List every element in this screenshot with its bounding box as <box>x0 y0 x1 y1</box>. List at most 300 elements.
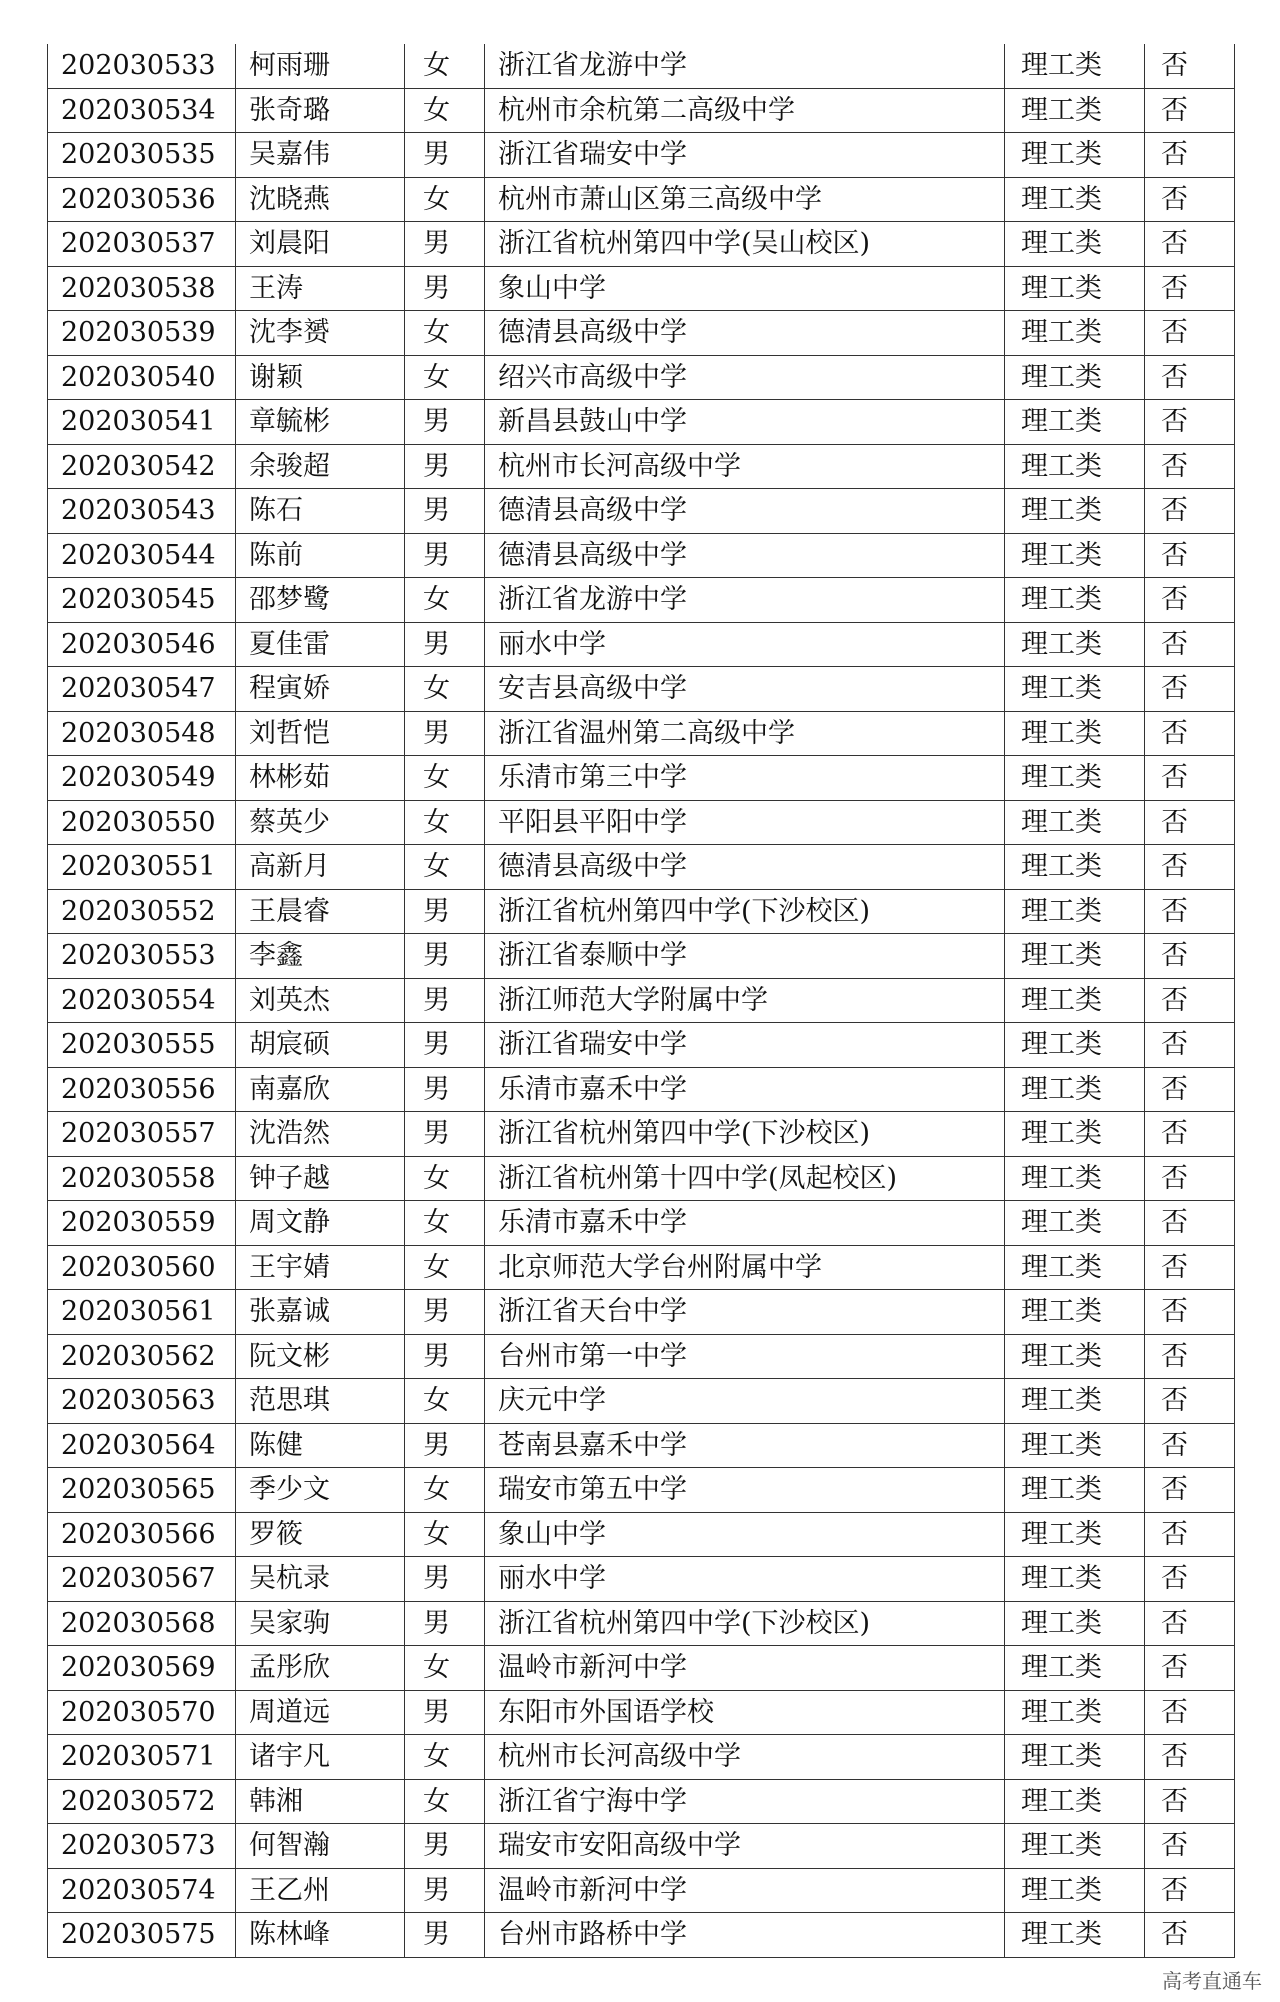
table-row <box>48 1201 1235 1246</box>
school-cell: 浙江省龙游中学 <box>485 44 1005 88</box>
flag-cell: 否 <box>1145 1468 1235 1513</box>
table-row <box>48 1023 1235 1068</box>
candidate-id-cell: 202030551 <box>48 845 236 890</box>
flag-cell: 否 <box>1145 578 1235 623</box>
flag-cell: 否 <box>1145 1868 1235 1913</box>
candidate-name-cell: 沈晓燕 <box>236 177 405 222</box>
table-row <box>48 88 1235 133</box>
table-row <box>48 489 1235 534</box>
candidate-id-cell: 202030533 <box>48 44 236 88</box>
candidate-name-cell: 何智瀚 <box>236 1824 405 1869</box>
candidate-name-cell: 季少文 <box>236 1468 405 1513</box>
candidate-id-cell: 202030557 <box>48 1112 236 1157</box>
candidate-id-cell: 202030538 <box>48 266 236 311</box>
track-cell: 理工类 <box>1005 355 1145 400</box>
flag-cell: 否 <box>1145 1290 1235 1335</box>
flag-cell: 否 <box>1145 756 1235 801</box>
candidate-name-cell: 蔡英少 <box>236 800 405 845</box>
table-row <box>48 533 1235 578</box>
candidate-name-cell: 罗筱 <box>236 1512 405 1557</box>
flag-cell: 否 <box>1145 622 1235 667</box>
track-cell: 理工类 <box>1005 1290 1145 1335</box>
school-cell: 乐清市第三中学 <box>485 756 1005 801</box>
gender-cell: 女 <box>405 578 485 623</box>
track-cell: 理工类 <box>1005 1735 1145 1780</box>
school-cell: 苍南县嘉禾中学 <box>485 1423 1005 1468</box>
gender-cell: 女 <box>405 1201 485 1246</box>
gender-cell: 男 <box>405 622 485 667</box>
flag-cell: 否 <box>1145 311 1235 356</box>
candidate-name-cell: 孟彤欣 <box>236 1646 405 1691</box>
track-cell: 理工类 <box>1005 1245 1145 1290</box>
table-row <box>48 133 1235 178</box>
flag-cell: 否 <box>1145 1779 1235 1824</box>
candidate-name-cell: 韩湘 <box>236 1779 405 1824</box>
school-cell: 浙江省温州第二高级中学 <box>485 711 1005 756</box>
track-cell: 理工类 <box>1005 1557 1145 1602</box>
candidate-id-cell: 202030564 <box>48 1423 236 1468</box>
track-cell: 理工类 <box>1005 1779 1145 1824</box>
track-cell: 理工类 <box>1005 845 1145 890</box>
candidate-name-cell: 诸宇凡 <box>236 1735 405 1780</box>
school-cell: 安吉县高级中学 <box>485 667 1005 712</box>
school-cell: 德清县高级中学 <box>485 311 1005 356</box>
table-row <box>48 1601 1235 1646</box>
track-cell: 理工类 <box>1005 44 1145 88</box>
gender-cell: 女 <box>405 88 485 133</box>
candidate-id-cell: 202030560 <box>48 1245 236 1290</box>
flag-cell: 否 <box>1145 1112 1235 1157</box>
gender-cell: 男 <box>405 533 485 578</box>
table-row <box>48 1646 1235 1691</box>
gender-cell: 男 <box>405 1023 485 1068</box>
flag-cell: 否 <box>1145 400 1235 445</box>
flag-cell: 否 <box>1145 934 1235 979</box>
flag-cell: 否 <box>1145 533 1235 578</box>
table-row <box>48 1290 1235 1335</box>
flag-cell: 否 <box>1145 1245 1235 1290</box>
school-cell: 杭州市萧山区第三高级中学 <box>485 177 1005 222</box>
track-cell: 理工类 <box>1005 667 1145 712</box>
candidate-id-cell: 202030569 <box>48 1646 236 1691</box>
table-row <box>48 1824 1235 1869</box>
school-cell: 浙江省宁海中学 <box>485 1779 1005 1824</box>
candidate-name-cell: 刘哲恺 <box>236 711 405 756</box>
table-row <box>48 444 1235 489</box>
track-cell: 理工类 <box>1005 889 1145 934</box>
flag-cell: 否 <box>1145 1067 1235 1112</box>
school-cell: 杭州市余杭第二高级中学 <box>485 88 1005 133</box>
table-row <box>48 1067 1235 1112</box>
gender-cell: 女 <box>405 1468 485 1513</box>
track-cell: 理工类 <box>1005 1156 1145 1201</box>
table-row <box>48 177 1235 222</box>
track-cell: 理工类 <box>1005 533 1145 578</box>
candidate-id-cell: 202030550 <box>48 800 236 845</box>
gender-cell: 男 <box>405 1112 485 1157</box>
table-row <box>48 1557 1235 1602</box>
roster-table <box>47 44 1235 1958</box>
table-row <box>48 889 1235 934</box>
flag-cell: 否 <box>1145 1512 1235 1557</box>
table-row <box>48 1156 1235 1201</box>
gender-cell: 男 <box>405 934 485 979</box>
table-row <box>48 1913 1235 1958</box>
gender-cell: 男 <box>405 222 485 267</box>
school-cell: 新昌县鼓山中学 <box>485 400 1005 445</box>
table-row <box>48 578 1235 623</box>
school-cell: 浙江省杭州第四中学(吴山校区) <box>485 222 1005 267</box>
candidate-name-cell: 章毓彬 <box>236 400 405 445</box>
track-cell: 理工类 <box>1005 1468 1145 1513</box>
track-cell: 理工类 <box>1005 622 1145 667</box>
gender-cell: 男 <box>405 978 485 1023</box>
flag-cell: 否 <box>1145 711 1235 756</box>
candidate-id-cell: 202030574 <box>48 1868 236 1913</box>
gender-cell: 女 <box>405 800 485 845</box>
flag-cell: 否 <box>1145 1201 1235 1246</box>
candidate-id-cell: 202030567 <box>48 1557 236 1602</box>
table-row <box>48 711 1235 756</box>
table-row <box>48 800 1235 845</box>
flag-cell: 否 <box>1145 1023 1235 1068</box>
gender-cell: 男 <box>405 133 485 178</box>
candidate-id-cell: 202030563 <box>48 1379 236 1424</box>
gender-cell: 女 <box>405 1779 485 1824</box>
candidate-id-cell: 202030565 <box>48 1468 236 1513</box>
gender-cell: 男 <box>405 1601 485 1646</box>
flag-cell: 否 <box>1145 133 1235 178</box>
school-cell: 浙江省杭州第四中学(下沙校区) <box>485 1112 1005 1157</box>
flag-cell: 否 <box>1145 889 1235 934</box>
candidate-id-cell: 202030553 <box>48 934 236 979</box>
gender-cell: 男 <box>405 400 485 445</box>
candidate-name-cell: 王晨睿 <box>236 889 405 934</box>
table-row <box>48 1468 1235 1513</box>
candidate-id-cell: 202030575 <box>48 1913 236 1958</box>
candidate-id-cell: 202030558 <box>48 1156 236 1201</box>
flag-cell: 否 <box>1145 845 1235 890</box>
candidate-id-cell: 202030571 <box>48 1735 236 1780</box>
candidate-id-cell: 202030566 <box>48 1512 236 1557</box>
school-cell: 台州市路桥中学 <box>485 1913 1005 1958</box>
candidate-name-cell: 刘英杰 <box>236 978 405 1023</box>
gender-cell: 男 <box>405 1868 485 1913</box>
candidate-name-cell: 南嘉欣 <box>236 1067 405 1112</box>
school-cell: 象山中学 <box>485 266 1005 311</box>
candidate-name-cell: 陈前 <box>236 533 405 578</box>
school-cell: 庆元中学 <box>485 1379 1005 1424</box>
candidate-name-cell: 沈浩然 <box>236 1112 405 1157</box>
track-cell: 理工类 <box>1005 978 1145 1023</box>
flag-cell: 否 <box>1145 1913 1235 1958</box>
candidate-name-cell: 林彬茹 <box>236 756 405 801</box>
school-cell: 温岭市新河中学 <box>485 1868 1005 1913</box>
gender-cell: 女 <box>405 44 485 88</box>
school-cell: 杭州市长河高级中学 <box>485 1735 1005 1780</box>
flag-cell: 否 <box>1145 800 1235 845</box>
gender-cell: 男 <box>405 489 485 534</box>
table-row <box>48 934 1235 979</box>
candidate-id-cell: 202030552 <box>48 889 236 934</box>
gender-cell: 男 <box>405 266 485 311</box>
candidate-id-cell: 202030559 <box>48 1201 236 1246</box>
candidate-name-cell: 王乙州 <box>236 1868 405 1913</box>
candidate-id-cell: 202030544 <box>48 533 236 578</box>
candidate-id-cell: 202030540 <box>48 355 236 400</box>
candidate-name-cell: 谢颖 <box>236 355 405 400</box>
candidate-name-cell: 李鑫 <box>236 934 405 979</box>
flag-cell: 否 <box>1145 177 1235 222</box>
school-cell: 浙江省杭州第四中学(下沙校区) <box>485 889 1005 934</box>
school-cell: 丽水中学 <box>485 1557 1005 1602</box>
flag-cell: 否 <box>1145 88 1235 133</box>
school-cell: 德清县高级中学 <box>485 533 1005 578</box>
candidate-name-cell: 王宇婧 <box>236 1245 405 1290</box>
school-cell: 东阳市外国语学校 <box>485 1690 1005 1735</box>
candidate-id-cell: 202030536 <box>48 177 236 222</box>
candidate-name-cell: 刘晨阳 <box>236 222 405 267</box>
candidate-id-cell: 202030555 <box>48 1023 236 1068</box>
gender-cell: 女 <box>405 756 485 801</box>
candidate-name-cell: 钟子越 <box>236 1156 405 1201</box>
candidate-id-cell: 202030542 <box>48 444 236 489</box>
candidate-id-cell: 202030535 <box>48 133 236 178</box>
table-row <box>48 622 1235 667</box>
track-cell: 理工类 <box>1005 266 1145 311</box>
track-cell: 理工类 <box>1005 311 1145 356</box>
gender-cell: 男 <box>405 1690 485 1735</box>
gender-cell: 男 <box>405 444 485 489</box>
school-cell: 绍兴市高级中学 <box>485 355 1005 400</box>
candidate-id-cell: 202030554 <box>48 978 236 1023</box>
gender-cell: 男 <box>405 1557 485 1602</box>
track-cell: 理工类 <box>1005 1023 1145 1068</box>
candidate-id-cell: 202030539 <box>48 311 236 356</box>
table-row <box>48 756 1235 801</box>
candidate-id-cell: 202030573 <box>48 1824 236 1869</box>
gender-cell: 男 <box>405 711 485 756</box>
candidate-name-cell: 王涛 <box>236 266 405 311</box>
school-cell: 浙江省瑞安中学 <box>485 1023 1005 1068</box>
table-row <box>48 1868 1235 1913</box>
school-cell: 北京师范大学台州附属中学 <box>485 1245 1005 1290</box>
track-cell: 理工类 <box>1005 444 1145 489</box>
track-cell: 理工类 <box>1005 756 1145 801</box>
candidate-id-cell: 202030545 <box>48 578 236 623</box>
flag-cell: 否 <box>1145 1156 1235 1201</box>
flag-cell: 否 <box>1145 1334 1235 1379</box>
candidate-name-cell: 胡宸硕 <box>236 1023 405 1068</box>
track-cell: 理工类 <box>1005 133 1145 178</box>
gender-cell: 男 <box>405 1423 485 1468</box>
table-row <box>48 1423 1235 1468</box>
track-cell: 理工类 <box>1005 800 1145 845</box>
track-cell: 理工类 <box>1005 400 1145 445</box>
table-row <box>48 311 1235 356</box>
table-row <box>48 44 1235 88</box>
school-cell: 杭州市长河高级中学 <box>485 444 1005 489</box>
candidate-name-cell: 高新月 <box>236 845 405 890</box>
flag-cell: 否 <box>1145 266 1235 311</box>
track-cell: 理工类 <box>1005 1601 1145 1646</box>
school-cell: 乐清市嘉禾中学 <box>485 1201 1005 1246</box>
table-row <box>48 1245 1235 1290</box>
candidate-id-cell: 202030548 <box>48 711 236 756</box>
track-cell: 理工类 <box>1005 1646 1145 1691</box>
candidate-id-cell: 202030541 <box>48 400 236 445</box>
candidate-name-cell: 周文静 <box>236 1201 405 1246</box>
candidate-id-cell: 202030546 <box>48 622 236 667</box>
school-cell: 乐清市嘉禾中学 <box>485 1067 1005 1112</box>
flag-cell: 否 <box>1145 1690 1235 1735</box>
candidate-name-cell: 沈李赟 <box>236 311 405 356</box>
gender-cell: 女 <box>405 177 485 222</box>
gender-cell: 女 <box>405 845 485 890</box>
candidate-name-cell: 周道远 <box>236 1690 405 1735</box>
track-cell: 理工类 <box>1005 489 1145 534</box>
gender-cell: 男 <box>405 1290 485 1335</box>
gender-cell: 女 <box>405 1245 485 1290</box>
candidate-name-cell: 张奇璐 <box>236 88 405 133</box>
track-cell: 理工类 <box>1005 1201 1145 1246</box>
flag-cell: 否 <box>1145 1646 1235 1691</box>
track-cell: 理工类 <box>1005 1334 1145 1379</box>
candidate-id-cell: 202030543 <box>48 489 236 534</box>
candidate-name-cell: 余骏超 <box>236 444 405 489</box>
school-cell: 浙江省杭州第四中学(下沙校区) <box>485 1601 1005 1646</box>
school-cell: 平阳县平阳中学 <box>485 800 1005 845</box>
school-cell: 德清县高级中学 <box>485 489 1005 534</box>
track-cell: 理工类 <box>1005 1067 1145 1112</box>
table-row <box>48 1735 1235 1780</box>
candidate-name-cell: 张嘉诚 <box>236 1290 405 1335</box>
flag-cell: 否 <box>1145 1423 1235 1468</box>
flag-cell: 否 <box>1145 1735 1235 1780</box>
track-cell: 理工类 <box>1005 1512 1145 1557</box>
gender-cell: 女 <box>405 311 485 356</box>
gender-cell: 男 <box>405 889 485 934</box>
flag-cell: 否 <box>1145 1601 1235 1646</box>
flag-cell: 否 <box>1145 444 1235 489</box>
candidate-name-cell: 范思琪 <box>236 1379 405 1424</box>
candidate-id-cell: 202030537 <box>48 222 236 267</box>
candidate-id-cell: 202030556 <box>48 1067 236 1112</box>
flag-cell: 否 <box>1145 978 1235 1023</box>
candidate-name-cell: 陈石 <box>236 489 405 534</box>
candidate-name-cell: 陈健 <box>236 1423 405 1468</box>
track-cell: 理工类 <box>1005 1690 1145 1735</box>
track-cell: 理工类 <box>1005 1824 1145 1869</box>
track-cell: 理工类 <box>1005 934 1145 979</box>
gender-cell: 女 <box>405 667 485 712</box>
candidate-name-cell: 吴嘉伟 <box>236 133 405 178</box>
candidate-id-cell: 202030572 <box>48 1779 236 1824</box>
roster-body <box>48 44 1235 1957</box>
candidate-id-cell: 202030549 <box>48 756 236 801</box>
candidate-id-cell: 202030534 <box>48 88 236 133</box>
table-row <box>48 845 1235 890</box>
table-row <box>48 978 1235 1023</box>
track-cell: 理工类 <box>1005 88 1145 133</box>
candidate-name-cell: 柯雨珊 <box>236 44 405 88</box>
track-cell: 理工类 <box>1005 1423 1145 1468</box>
school-cell: 象山中学 <box>485 1512 1005 1557</box>
gender-cell: 女 <box>405 355 485 400</box>
candidate-name-cell: 程寅娇 <box>236 667 405 712</box>
flag-cell: 否 <box>1145 667 1235 712</box>
school-cell: 台州市第一中学 <box>485 1334 1005 1379</box>
school-cell: 浙江省龙游中学 <box>485 578 1005 623</box>
table-row <box>48 222 1235 267</box>
candidate-name-cell: 吴家驹 <box>236 1601 405 1646</box>
watermark-text: 高考直通车 <box>1162 1969 1262 1993</box>
flag-cell: 否 <box>1145 44 1235 88</box>
track-cell: 理工类 <box>1005 711 1145 756</box>
table-row <box>48 266 1235 311</box>
flag-cell: 否 <box>1145 355 1235 400</box>
flag-cell: 否 <box>1145 489 1235 534</box>
school-cell: 德清县高级中学 <box>485 845 1005 890</box>
candidate-id-cell: 202030547 <box>48 667 236 712</box>
table-row <box>48 1690 1235 1735</box>
table-row <box>48 400 1235 445</box>
school-cell: 丽水中学 <box>485 622 1005 667</box>
candidate-name-cell: 邵梦鹭 <box>236 578 405 623</box>
gender-cell: 女 <box>405 1735 485 1780</box>
flag-cell: 否 <box>1145 1379 1235 1424</box>
candidate-id-cell: 202030568 <box>48 1601 236 1646</box>
candidate-id-cell: 202030570 <box>48 1690 236 1735</box>
flag-cell: 否 <box>1145 1557 1235 1602</box>
flag-cell: 否 <box>1145 222 1235 267</box>
table-row <box>48 1112 1235 1157</box>
gender-cell: 男 <box>405 1913 485 1958</box>
table-row <box>48 1379 1235 1424</box>
school-cell: 温岭市新河中学 <box>485 1646 1005 1691</box>
school-cell: 浙江省天台中学 <box>485 1290 1005 1335</box>
school-cell: 瑞安市第五中学 <box>485 1468 1005 1513</box>
table-row <box>48 1779 1235 1824</box>
track-cell: 理工类 <box>1005 1868 1145 1913</box>
track-cell: 理工类 <box>1005 1112 1145 1157</box>
school-cell: 浙江省杭州第十四中学(凤起校区) <box>485 1156 1005 1201</box>
candidate-id-cell: 202030562 <box>48 1334 236 1379</box>
school-cell: 浙江师范大学附属中学 <box>485 978 1005 1023</box>
gender-cell: 男 <box>405 1067 485 1112</box>
gender-cell: 女 <box>405 1646 485 1691</box>
gender-cell: 男 <box>405 1334 485 1379</box>
school-cell: 瑞安市安阳高级中学 <box>485 1824 1005 1869</box>
table-row <box>48 667 1235 712</box>
track-cell: 理工类 <box>1005 177 1145 222</box>
school-cell: 浙江省泰顺中学 <box>485 934 1005 979</box>
candidate-name-cell: 吴杭录 <box>236 1557 405 1602</box>
candidate-id-cell: 202030561 <box>48 1290 236 1335</box>
candidate-name-cell: 夏佳雷 <box>236 622 405 667</box>
candidate-name-cell: 陈林峰 <box>236 1913 405 1958</box>
track-cell: 理工类 <box>1005 222 1145 267</box>
table-row <box>48 1334 1235 1379</box>
candidate-name-cell: 阮文彬 <box>236 1334 405 1379</box>
table-row <box>48 1512 1235 1557</box>
gender-cell: 女 <box>405 1512 485 1557</box>
gender-cell: 女 <box>405 1379 485 1424</box>
gender-cell: 女 <box>405 1156 485 1201</box>
track-cell: 理工类 <box>1005 578 1145 623</box>
track-cell: 理工类 <box>1005 1379 1145 1424</box>
school-cell: 浙江省瑞安中学 <box>485 133 1005 178</box>
